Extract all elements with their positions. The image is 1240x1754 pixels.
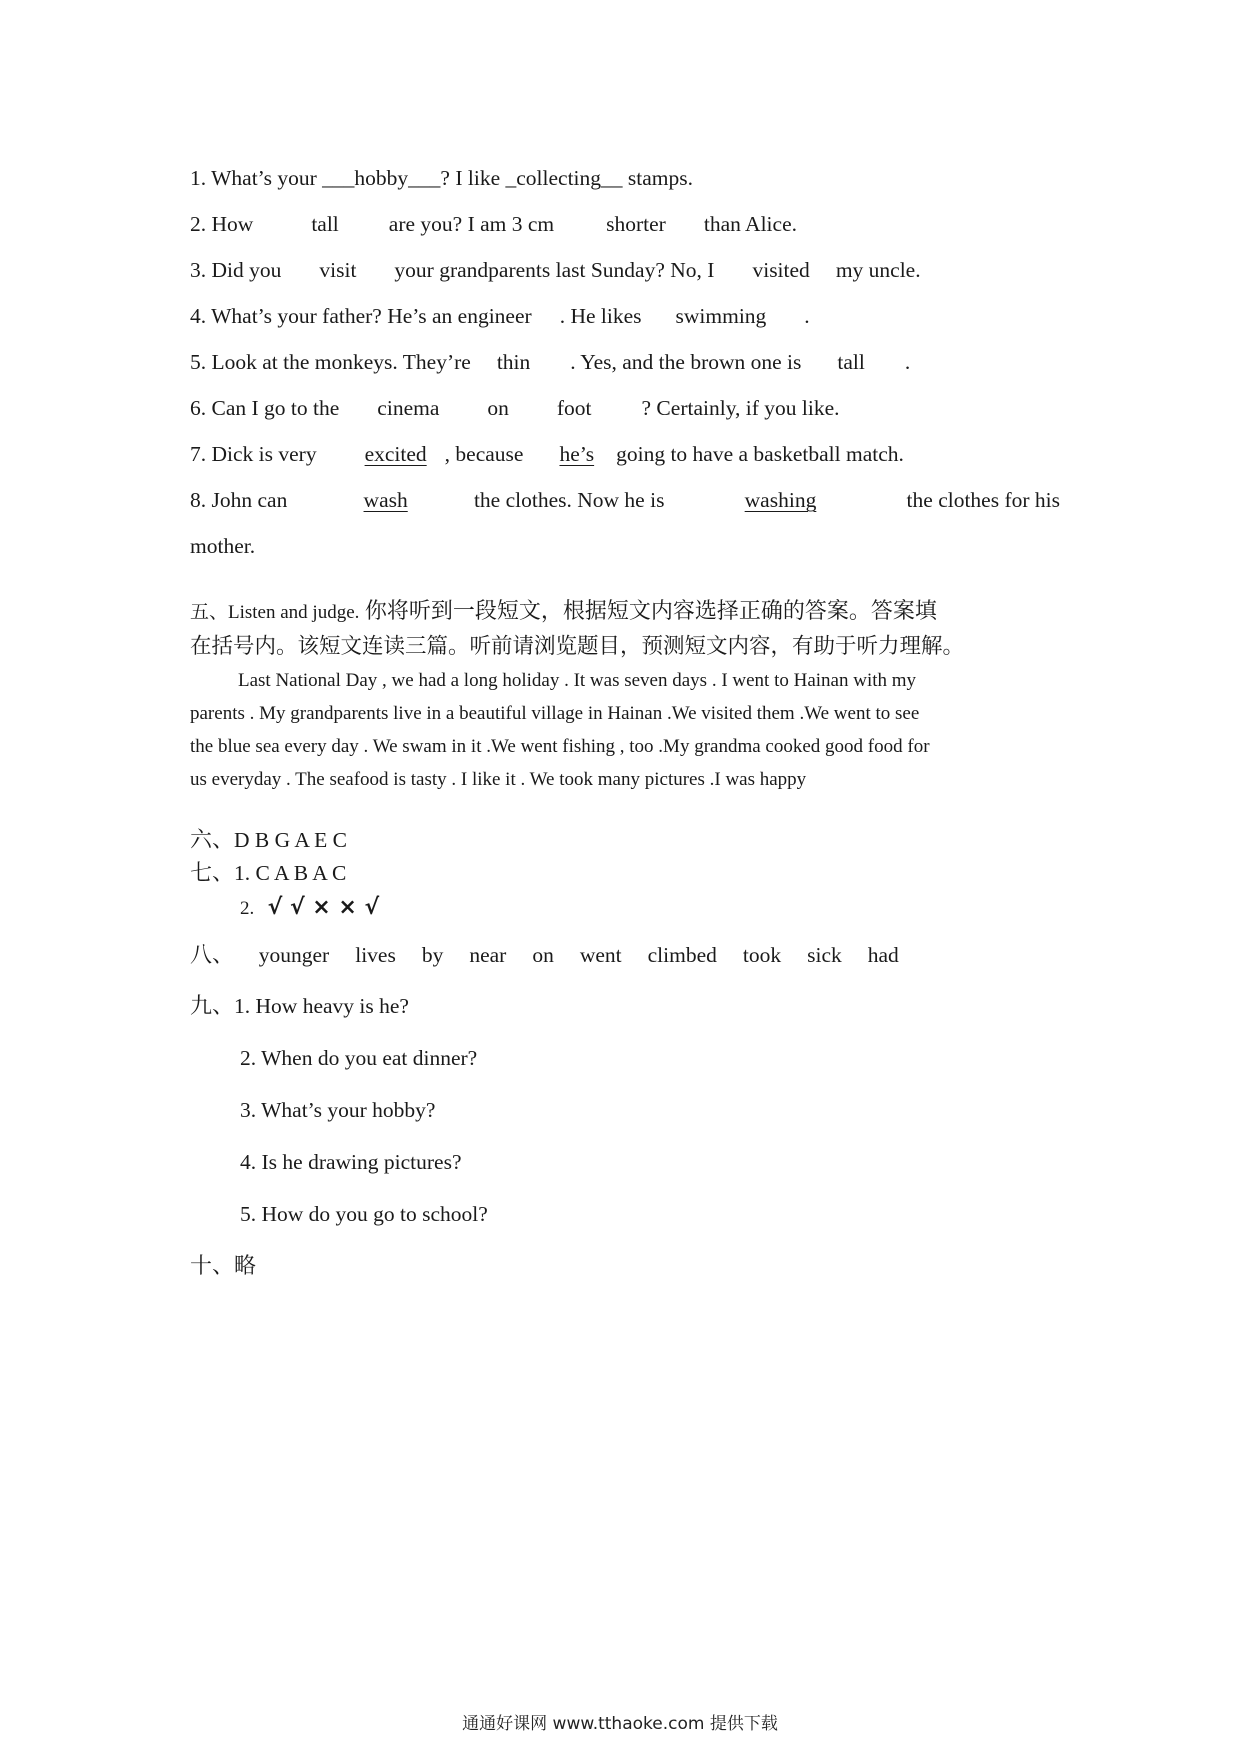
section8-word: lives (355, 943, 396, 967)
fill-in-q4: 4. What’s your father? He’s an engineer . He likes swimming . (190, 304, 810, 328)
section5-heading: 五、Listen and judge. 你将听到一段短文，根据短文内容选择正确的答案。答案填 (190, 599, 937, 624)
section7-part1: 七、1. C A B A C (190, 861, 347, 886)
fill-in-q3: 3. Did you visit your grandparents last Sunday? No, I visited my uncle. (190, 258, 921, 282)
section8-answers: 八、 younger lives by near on went climbed took sick had (190, 945, 925, 967)
fill-in-q7: 7. Dick is very excited , because he’s going to have a basketball match. (190, 442, 904, 466)
section9-item-5: 5. How do you go to school? (240, 1202, 488, 1226)
section6-answers: 六、D B G A E C (190, 828, 347, 853)
fill-in-q1: 1. What’s your ___hobby___? I like _collecting__ stamps. (190, 166, 694, 190)
section9-item-4: 4. Is he drawing pictures? (240, 1150, 462, 1174)
fill-in-q8: 8. John can wash the clothes. Now he is washing the clothes for his (190, 488, 1060, 512)
fill-in-q2: 2. How tall are you? I am 3 cm shorter than Alice. (190, 212, 797, 236)
section8-word: by (421, 943, 444, 967)
section8-word: took (742, 943, 782, 967)
section8-word: climbed (647, 943, 717, 967)
section9-item-1: 九、1. How heavy is he? (190, 994, 409, 1019)
section9-item-2: 2. When do you eat dinner? (240, 1046, 478, 1070)
section8-word: near (469, 943, 507, 967)
section5-passage: Last National Day , we had a long holiday . It was seven days . I went to Hainan with my parents . My grandparents live in a beautiful village in Hainan .We visited them .We went to see the blue sea every day . We swam in it .We went fishing , too .My grandma cooked good food for us everyday . The seafood is tasty . I like it . We took many pictures .I was happy (190, 670, 930, 790)
section8-word: sick (807, 943, 842, 967)
section10-answer: 十、略 (190, 1254, 257, 1279)
section8-word: had (867, 943, 899, 967)
section5-instruction: 在括号内。该短文连读三篇。听前请浏览题目，预测短文内容，有助于听力理解。 (190, 634, 965, 659)
footer-credit: 通通好课网 www.tthaoke.com 提供下载 (462, 1714, 778, 1734)
fill-in-q8-cont: mother. (190, 534, 256, 558)
fill-in-q5: 5. Look at the monkeys. They’re thin . Yes, and the brown one is tall . (190, 350, 911, 374)
section8-word: on (532, 943, 554, 967)
section8-word-list (259, 943, 925, 967)
section8-word: younger (258, 943, 330, 967)
section7-part2: 2. √ √ × × √ (240, 895, 380, 920)
section8-word: went (579, 943, 622, 967)
fill-in-q6: 6. Can I go to the cinema on foot ? Certainly, if you like. (190, 396, 840, 420)
section9-item-3: 3. What’s your hobby? (240, 1098, 436, 1122)
